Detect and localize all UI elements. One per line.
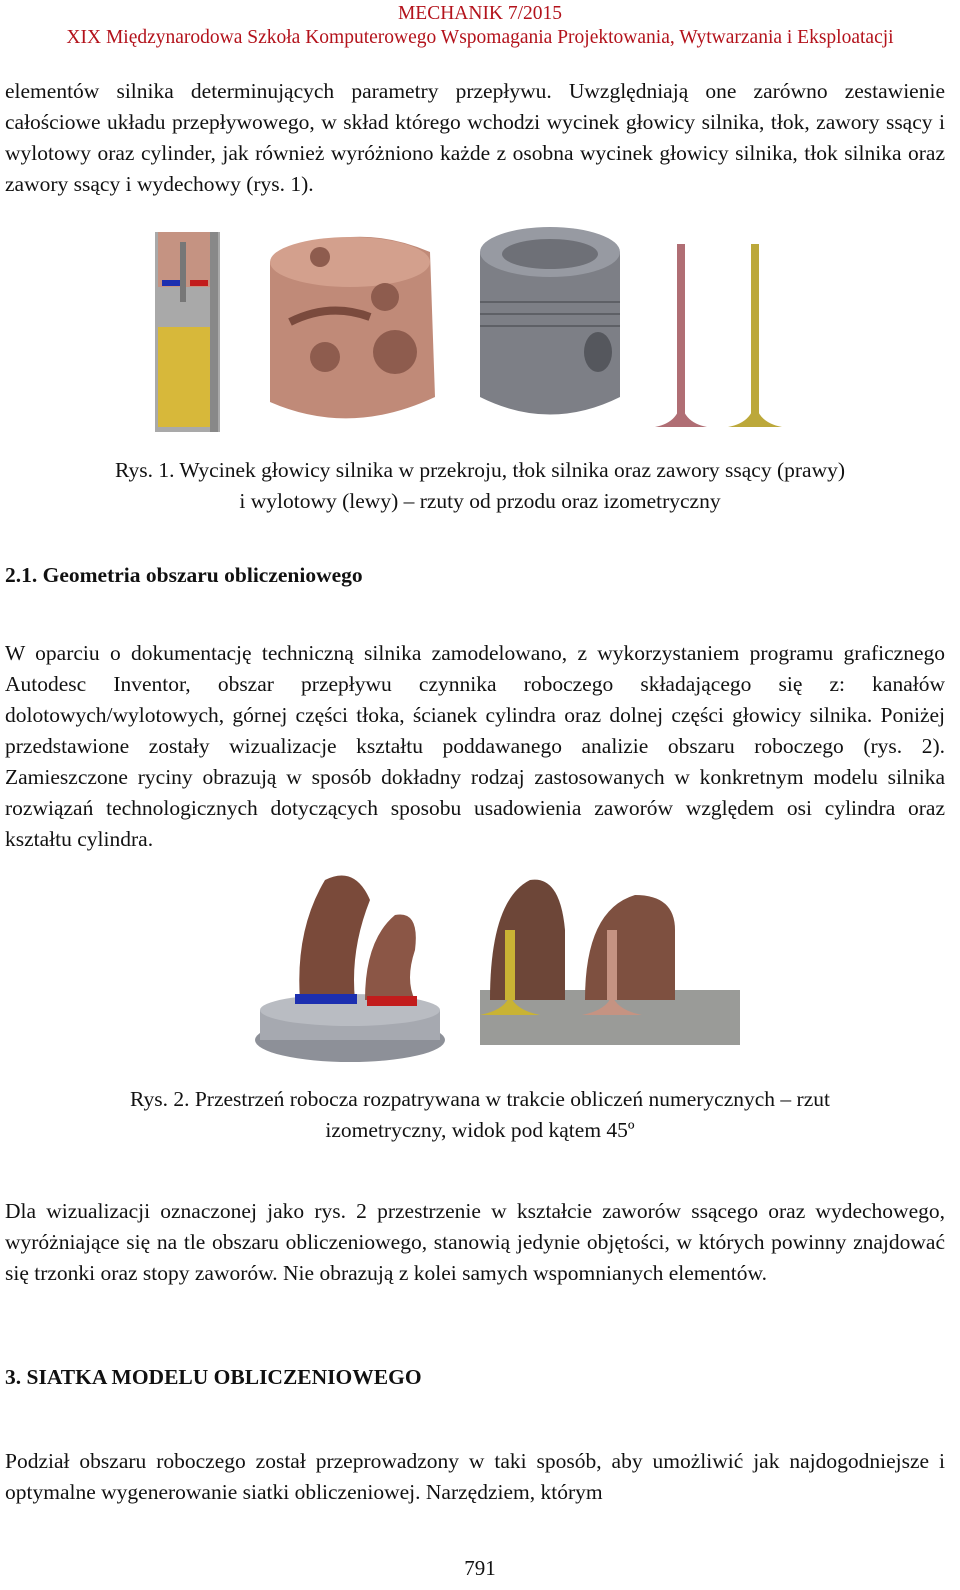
page-number: 791 xyxy=(464,1556,496,1580)
piston-image xyxy=(480,227,620,415)
intake-valve-image xyxy=(728,244,782,427)
figure-1-caption-line-2: i wylotowy (lewy) – rzuty od przodu oraz izometryczny xyxy=(239,489,721,513)
cylinder-head-image xyxy=(270,237,435,419)
exhaust-valve-image xyxy=(655,244,707,427)
paragraph-geometry: W oparciu o dokumentację techniczną silnika zamodelowano, z wykorzystaniem programu graficznego Autodesc Inventor, obszar przepływu czynnika roboczego składającego się z: kanałów dolotowych/wylotowych, górnej części tłoka, ścianek cylindra oraz dolnej części głowicy silnika. Poniżej przedstawione zostały wizualizacje kształtu poddawanego analizie obszaru roboczego (rys. 2). Zamieszczone ryciny obrazują w sposób dokładny rodzaj zastosowanych w konkretnym modelu silnika rozwiązań technologicznych dotyczących sposobu usadowienia zaworów względem osi cylindra oraz kształtu cylindra. xyxy=(5,641,945,851)
paragraph-visualization: Dla wizualizacji oznaczonej jako rys. 2 przestrzenie w kształcie zaworów ssącego oraz wydechowego, wyróżniające się na tle obszaru obliczeniowego, stanowią jedynie objętości, w których powinny znajdować się trzonki oraz stopy zaworów. Nie obrazują z kolei samych wspomnianych elementów. xyxy=(5,1199,945,1285)
figure-2-caption-line-2: izometryczny, widok pod kątem 45º xyxy=(325,1118,635,1142)
section-heading-2-1: 2.1. Geometria obszaru obliczeniowego xyxy=(5,563,363,587)
conference-title: XIX Międzynarodowa Szkoła Komputerowego Wspomagania Projektowania, Wytwarzania i Eksploatacji xyxy=(66,27,894,48)
section-heading-3: 3. SIATKA MODELU OBLICZENIOWEGO xyxy=(5,1365,422,1389)
figure-2-caption-line-1: Rys. 2. Przestrzeń robocza rozpatrywana w trakcie obliczeń numerycznych – rzut xyxy=(130,1087,830,1111)
working-space-left-view xyxy=(255,876,445,1063)
figure-1-engine-parts xyxy=(150,222,800,447)
paragraph-mesh: Podział obszaru roboczego został przeprowadzony w taki sposób, aby umożliwić jak najdogodniejsze i optymalne wygenerowanie siatki obliczeniowej. Narzędziem, którym xyxy=(5,1449,945,1504)
running-header xyxy=(0,2,960,50)
paragraph-intro: elementów silnika determinujących parametry przepływu. Uwzględniają one zarówno zestawienie całościowe układu przepływowego, w skład którego wchodzi wycinek głowicy silnika, tłok, zawory ssący i wylotowy oraz cylinder, jak również wyróżniono każde z osobna wycinek głowicy silnika, tłok silnika oraz zawory ssący i wydechowy (rys. 1). xyxy=(5,79,945,196)
journal-title: MECHANIK 7/2015 xyxy=(397,3,563,24)
cylinder-head-section-image xyxy=(155,232,220,432)
working-space-right-view xyxy=(480,880,740,1045)
figure-1-caption-line-1: Rys. 1. Wycinek głowicy silnika w przekroju, tłok silnika oraz zawory ssący (prawy) xyxy=(114,458,846,482)
figure-2-working-space xyxy=(255,870,755,1070)
